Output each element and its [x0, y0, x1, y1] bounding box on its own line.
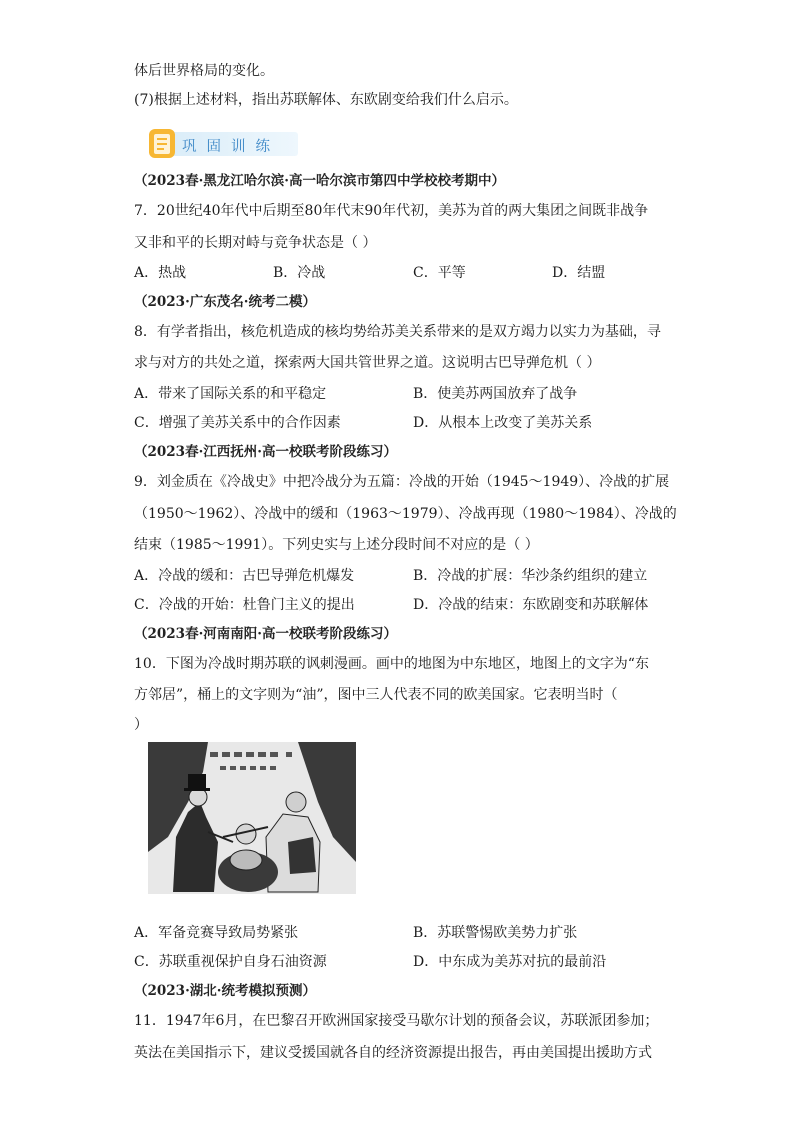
q9-stem-line-2: （1950～1962）、冷战中的缓和（1963～1979）、冷战再现（1980～1984）、冷战的	[134, 506, 677, 522]
q10-stem-line-3: ）	[134, 717, 148, 733]
q8-option-a: A．带来了国际关系的和平稳定	[134, 386, 327, 402]
q9-source: （2023春·江西抚州·高一校联考阶段练习）	[134, 444, 397, 460]
section-banner-label: 巩固训练	[182, 139, 280, 155]
q11-stem-line-1: 11．1947年6月，在巴黎召开欧洲国家接受马歇尔计划的预备会议，苏联派团参加；	[134, 1013, 659, 1029]
q7-stem-line-1: 7．20世纪40年代中后期至80年代末90年代初，美苏为首的两大集团之间既非战争	[134, 203, 649, 219]
q8-option-b: B．使美苏两国放弃了战争	[413, 386, 578, 402]
question-6-sub-7: (7)根据上述材料，指出苏联解体、东欧剧变给我们什么启示。	[134, 92, 518, 108]
q9-option-b: B．冷战的扩展：华沙条约组织的建立	[413, 568, 648, 584]
q9-option-c: C．冷战的开始：杜鲁门主义的提出	[134, 597, 355, 613]
q11-stem-line-2: 英法在美国指示下，建议受援国就各自的经济资源提出报告，再由美国提出援助方式	[134, 1045, 652, 1061]
q8-stem-line-2: 求与对方的共处之道，探索两大国共管世界之道。这说明古巴导弹危机（ ）	[134, 355, 601, 371]
q9-option-a: A．冷战的缓和：古巴导弹危机爆发	[134, 568, 355, 584]
q7-option-c: C．平等	[413, 265, 466, 281]
q11-source: （2023·湖北·统考模拟预测）	[134, 983, 316, 999]
notepad-icon	[146, 126, 178, 160]
satirical-cartoon-image	[148, 742, 356, 894]
q10-source: （2023春·河南南阳·高一校联考阶段练习）	[134, 626, 397, 642]
intro-text-line-1: 体后世界格局的变化。	[134, 63, 274, 79]
q10-option-a: A．军备竞赛导致局势紧张	[134, 925, 299, 941]
q7-option-a: A．热战	[134, 265, 187, 281]
q7-stem-line-2: 又非和平的长期对峙与竞争状态是（ ）	[134, 235, 377, 251]
q8-stem-line-1: 8．有学者指出，核危机造成的核均势给苏美关系带来的是双方竭力以实力为基础，寻	[134, 324, 661, 340]
q10-option-c: C．苏联重视保护自身石油资源	[134, 954, 327, 970]
q7-option-d: D．结盟	[552, 265, 606, 281]
q9-option-d: D．冷战的结束：东欧剧变和苏联解体	[413, 597, 649, 613]
q9-stem-line-1: 9．刘金质在《冷战史》中把冷战分为五篇：冷战的开始（1945～1949）、冷战的扩展	[134, 474, 670, 490]
q9-stem-line-3: 结束（1985～1991）。下列史实与上述分段时间不对应的是（ ）	[134, 537, 539, 553]
q10-option-b: B．苏联警惕欧美势力扩张	[413, 925, 578, 941]
q10-stem-line-1: 10．下图为冷战时期苏联的讽刺漫画。画中的地图为中东地区，地图上的文字为“东	[134, 656, 649, 672]
q8-option-d: D．从根本上改变了美苏关系	[413, 415, 593, 431]
q10-option-d: D．中东成为美苏对抗的最前沿	[413, 954, 607, 970]
q8-option-c: C．增强了美苏关系中的合作因素	[134, 415, 341, 431]
section-banner	[146, 124, 298, 162]
q10-stem-line-2: 方邻居”，桶上的文字则为“油”，图中三人代表不同的欧美国家。它表明当时（	[134, 687, 618, 703]
q8-source: （2023·广东茂名·统考二模）	[134, 294, 316, 310]
q7-option-b: B．冷战	[273, 265, 326, 281]
q7-source: （2023春·黑龙江哈尔滨·高一哈尔滨市第四中学校校考期中）	[134, 173, 505, 189]
